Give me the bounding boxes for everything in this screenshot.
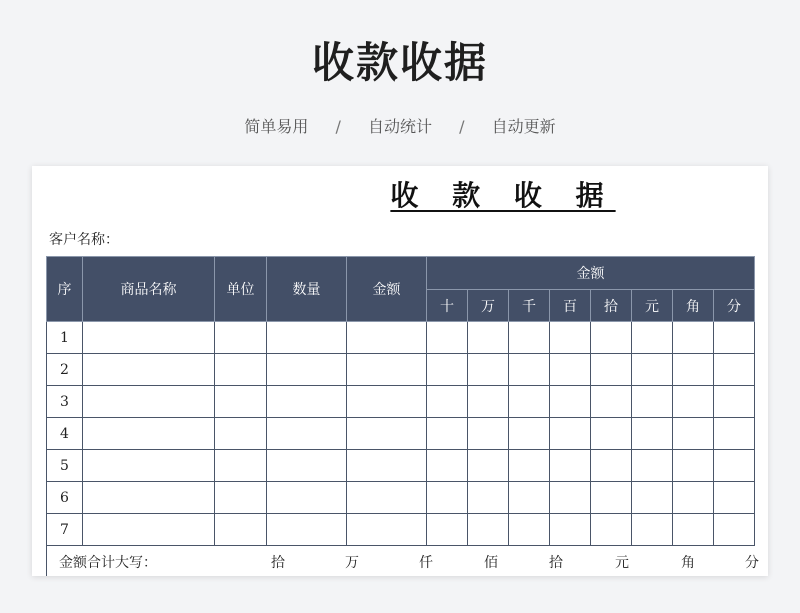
digit-cell[interactable] — [591, 482, 632, 514]
feature-separator: / — [335, 117, 341, 136]
feature-auto-stats: 自动统计 — [367, 117, 432, 136]
client-name-label: 客户名称： — [49, 232, 119, 248]
digit-cell[interactable] — [673, 418, 714, 450]
digit-cell[interactable] — [427, 514, 468, 546]
header-digit: 分 — [714, 290, 755, 322]
digit-cell[interactable] — [468, 322, 509, 354]
digit-cell[interactable] — [427, 354, 468, 386]
header-amount-group: 金额 — [427, 257, 755, 290]
header-amount: 金额 — [347, 257, 427, 322]
table-row — [47, 450, 755, 482]
total-unit: 拾 — [549, 555, 563, 571]
unit-cell[interactable] — [215, 322, 267, 354]
digit-cell[interactable] — [550, 354, 591, 386]
amount-cell[interactable] — [347, 514, 427, 546]
digit-cell[interactable] — [509, 482, 550, 514]
digit-cell[interactable] — [509, 418, 550, 450]
total-unit: 万 — [345, 555, 359, 571]
quantity-cell[interactable] — [267, 514, 347, 546]
receipt-title-text: 收 款 收 据 — [390, 179, 616, 212]
receipt-sheet — [32, 166, 768, 576]
digit-cell[interactable] — [714, 450, 755, 482]
product-name-cell[interactable] — [83, 354, 215, 386]
receipt-table — [46, 256, 755, 546]
digit-cell[interactable] — [591, 354, 632, 386]
amount-cell[interactable] — [347, 386, 427, 418]
amount-cell[interactable] — [347, 322, 427, 354]
digit-cell[interactable] — [509, 322, 550, 354]
digit-cell[interactable] — [591, 418, 632, 450]
table-row — [47, 514, 755, 546]
digit-cell[interactable] — [550, 514, 591, 546]
digit-cell[interactable] — [714, 354, 755, 386]
table-row — [47, 482, 755, 514]
row-number: 7 — [47, 514, 83, 546]
row-number: 3 — [47, 386, 83, 418]
total-unit: 拾 — [271, 555, 285, 571]
header-quantity: 数量 — [267, 257, 347, 322]
quantity-cell[interactable] — [267, 386, 347, 418]
row-number: 6 — [47, 482, 83, 514]
digit-cell[interactable] — [427, 418, 468, 450]
receipt-rows — [47, 322, 755, 546]
table-row — [47, 322, 755, 354]
product-name-cell[interactable] — [83, 514, 215, 546]
amount-cell[interactable] — [347, 354, 427, 386]
digit-cell[interactable] — [714, 322, 755, 354]
table-row — [47, 354, 755, 386]
total-unit: 佰 — [484, 555, 498, 571]
digit-cell[interactable] — [468, 418, 509, 450]
receipt-title — [32, 174, 768, 214]
digit-cell[interactable] — [591, 322, 632, 354]
quantity-cell[interactable] — [267, 482, 347, 514]
digit-cell[interactable] — [673, 482, 714, 514]
digit-cell[interactable] — [591, 450, 632, 482]
digit-cell[interactable] — [714, 482, 755, 514]
header-digit: 十 — [427, 290, 468, 322]
header-digit: 元 — [632, 290, 673, 322]
digit-cell[interactable] — [509, 450, 550, 482]
amount-cell[interactable] — [347, 482, 427, 514]
digit-cell[interactable] — [468, 386, 509, 418]
digit-cell[interactable] — [427, 322, 468, 354]
digit-cell[interactable] — [468, 482, 509, 514]
unit-cell[interactable] — [215, 354, 267, 386]
digit-cell[interactable] — [468, 450, 509, 482]
row-number: 1 — [47, 322, 83, 354]
header-digit: 千 — [509, 290, 550, 322]
total-unit: 仟 — [419, 555, 433, 571]
unit-cell[interactable] — [215, 482, 267, 514]
digit-cell[interactable] — [468, 514, 509, 546]
feature-auto-update: 自动更新 — [491, 117, 556, 136]
total-unit: 元 — [615, 555, 629, 571]
header-digit: 百 — [550, 290, 591, 322]
amount-cell[interactable] — [347, 450, 427, 482]
digit-cell[interactable] — [632, 514, 673, 546]
row-number: 5 — [47, 450, 83, 482]
digit-cell[interactable] — [509, 354, 550, 386]
digit-cell[interactable] — [550, 322, 591, 354]
header-unit: 单位 — [215, 257, 267, 322]
header-product-name: 商品名称 — [83, 257, 215, 322]
digit-cell[interactable] — [632, 322, 673, 354]
digit-cell[interactable] — [550, 386, 591, 418]
digit-cell[interactable] — [427, 482, 468, 514]
digit-cell[interactable] — [509, 386, 550, 418]
digit-cell[interactable] — [427, 450, 468, 482]
quantity-cell[interactable] — [267, 418, 347, 450]
digit-cell[interactable] — [632, 386, 673, 418]
header-digit: 拾 — [591, 290, 632, 322]
total-in-words-row — [46, 544, 768, 576]
digit-cell[interactable] — [632, 418, 673, 450]
product-name-cell[interactable] — [83, 418, 215, 450]
total-label: 金额合计大写： — [59, 555, 157, 571]
digit-cell[interactable] — [714, 386, 755, 418]
total-unit: 角 — [681, 555, 695, 571]
digit-cell[interactable] — [632, 482, 673, 514]
digit-cell[interactable] — [673, 386, 714, 418]
product-name-cell[interactable] — [83, 482, 215, 514]
digit-cell[interactable] — [673, 322, 714, 354]
feature-separator: / — [459, 117, 465, 136]
digit-cell[interactable] — [509, 514, 550, 546]
header-digit: 角 — [673, 290, 714, 322]
header-seq: 序 — [47, 257, 83, 322]
digit-cell[interactable] — [550, 418, 591, 450]
amount-cell[interactable] — [347, 418, 427, 450]
digit-cell[interactable] — [673, 354, 714, 386]
table-row — [47, 386, 755, 418]
quantity-cell[interactable] — [267, 322, 347, 354]
row-number: 4 — [47, 418, 83, 450]
digit-cell[interactable] — [591, 514, 632, 546]
header-digit: 万 — [468, 290, 509, 322]
digit-cell[interactable] — [673, 450, 714, 482]
digit-cell[interactable] — [591, 386, 632, 418]
digit-cell[interactable] — [468, 354, 509, 386]
table-row — [47, 418, 755, 450]
quantity-cell[interactable] — [267, 354, 347, 386]
digit-cell[interactable] — [714, 418, 755, 450]
digit-cell[interactable] — [427, 386, 468, 418]
feature-list — [0, 114, 800, 137]
quantity-cell[interactable] — [267, 450, 347, 482]
unit-cell[interactable] — [215, 450, 267, 482]
unit-cell[interactable] — [215, 514, 267, 546]
digit-cell[interactable] — [550, 482, 591, 514]
product-name-cell[interactable] — [83, 450, 215, 482]
digit-cell[interactable] — [673, 514, 714, 546]
digit-cell[interactable] — [632, 450, 673, 482]
feature-easy: 简单易用 — [244, 117, 309, 136]
digit-cell[interactable] — [550, 450, 591, 482]
total-unit: 分 — [745, 555, 759, 571]
page-title: 收款收据 — [311, 38, 488, 87]
product-name-cell[interactable] — [83, 322, 215, 354]
digit-cell[interactable] — [632, 354, 673, 386]
product-name-cell[interactable] — [83, 386, 215, 418]
unit-cell[interactable] — [215, 386, 267, 418]
unit-cell[interactable] — [215, 418, 267, 450]
digit-cell[interactable] — [714, 514, 755, 546]
row-number: 2 — [47, 354, 83, 386]
